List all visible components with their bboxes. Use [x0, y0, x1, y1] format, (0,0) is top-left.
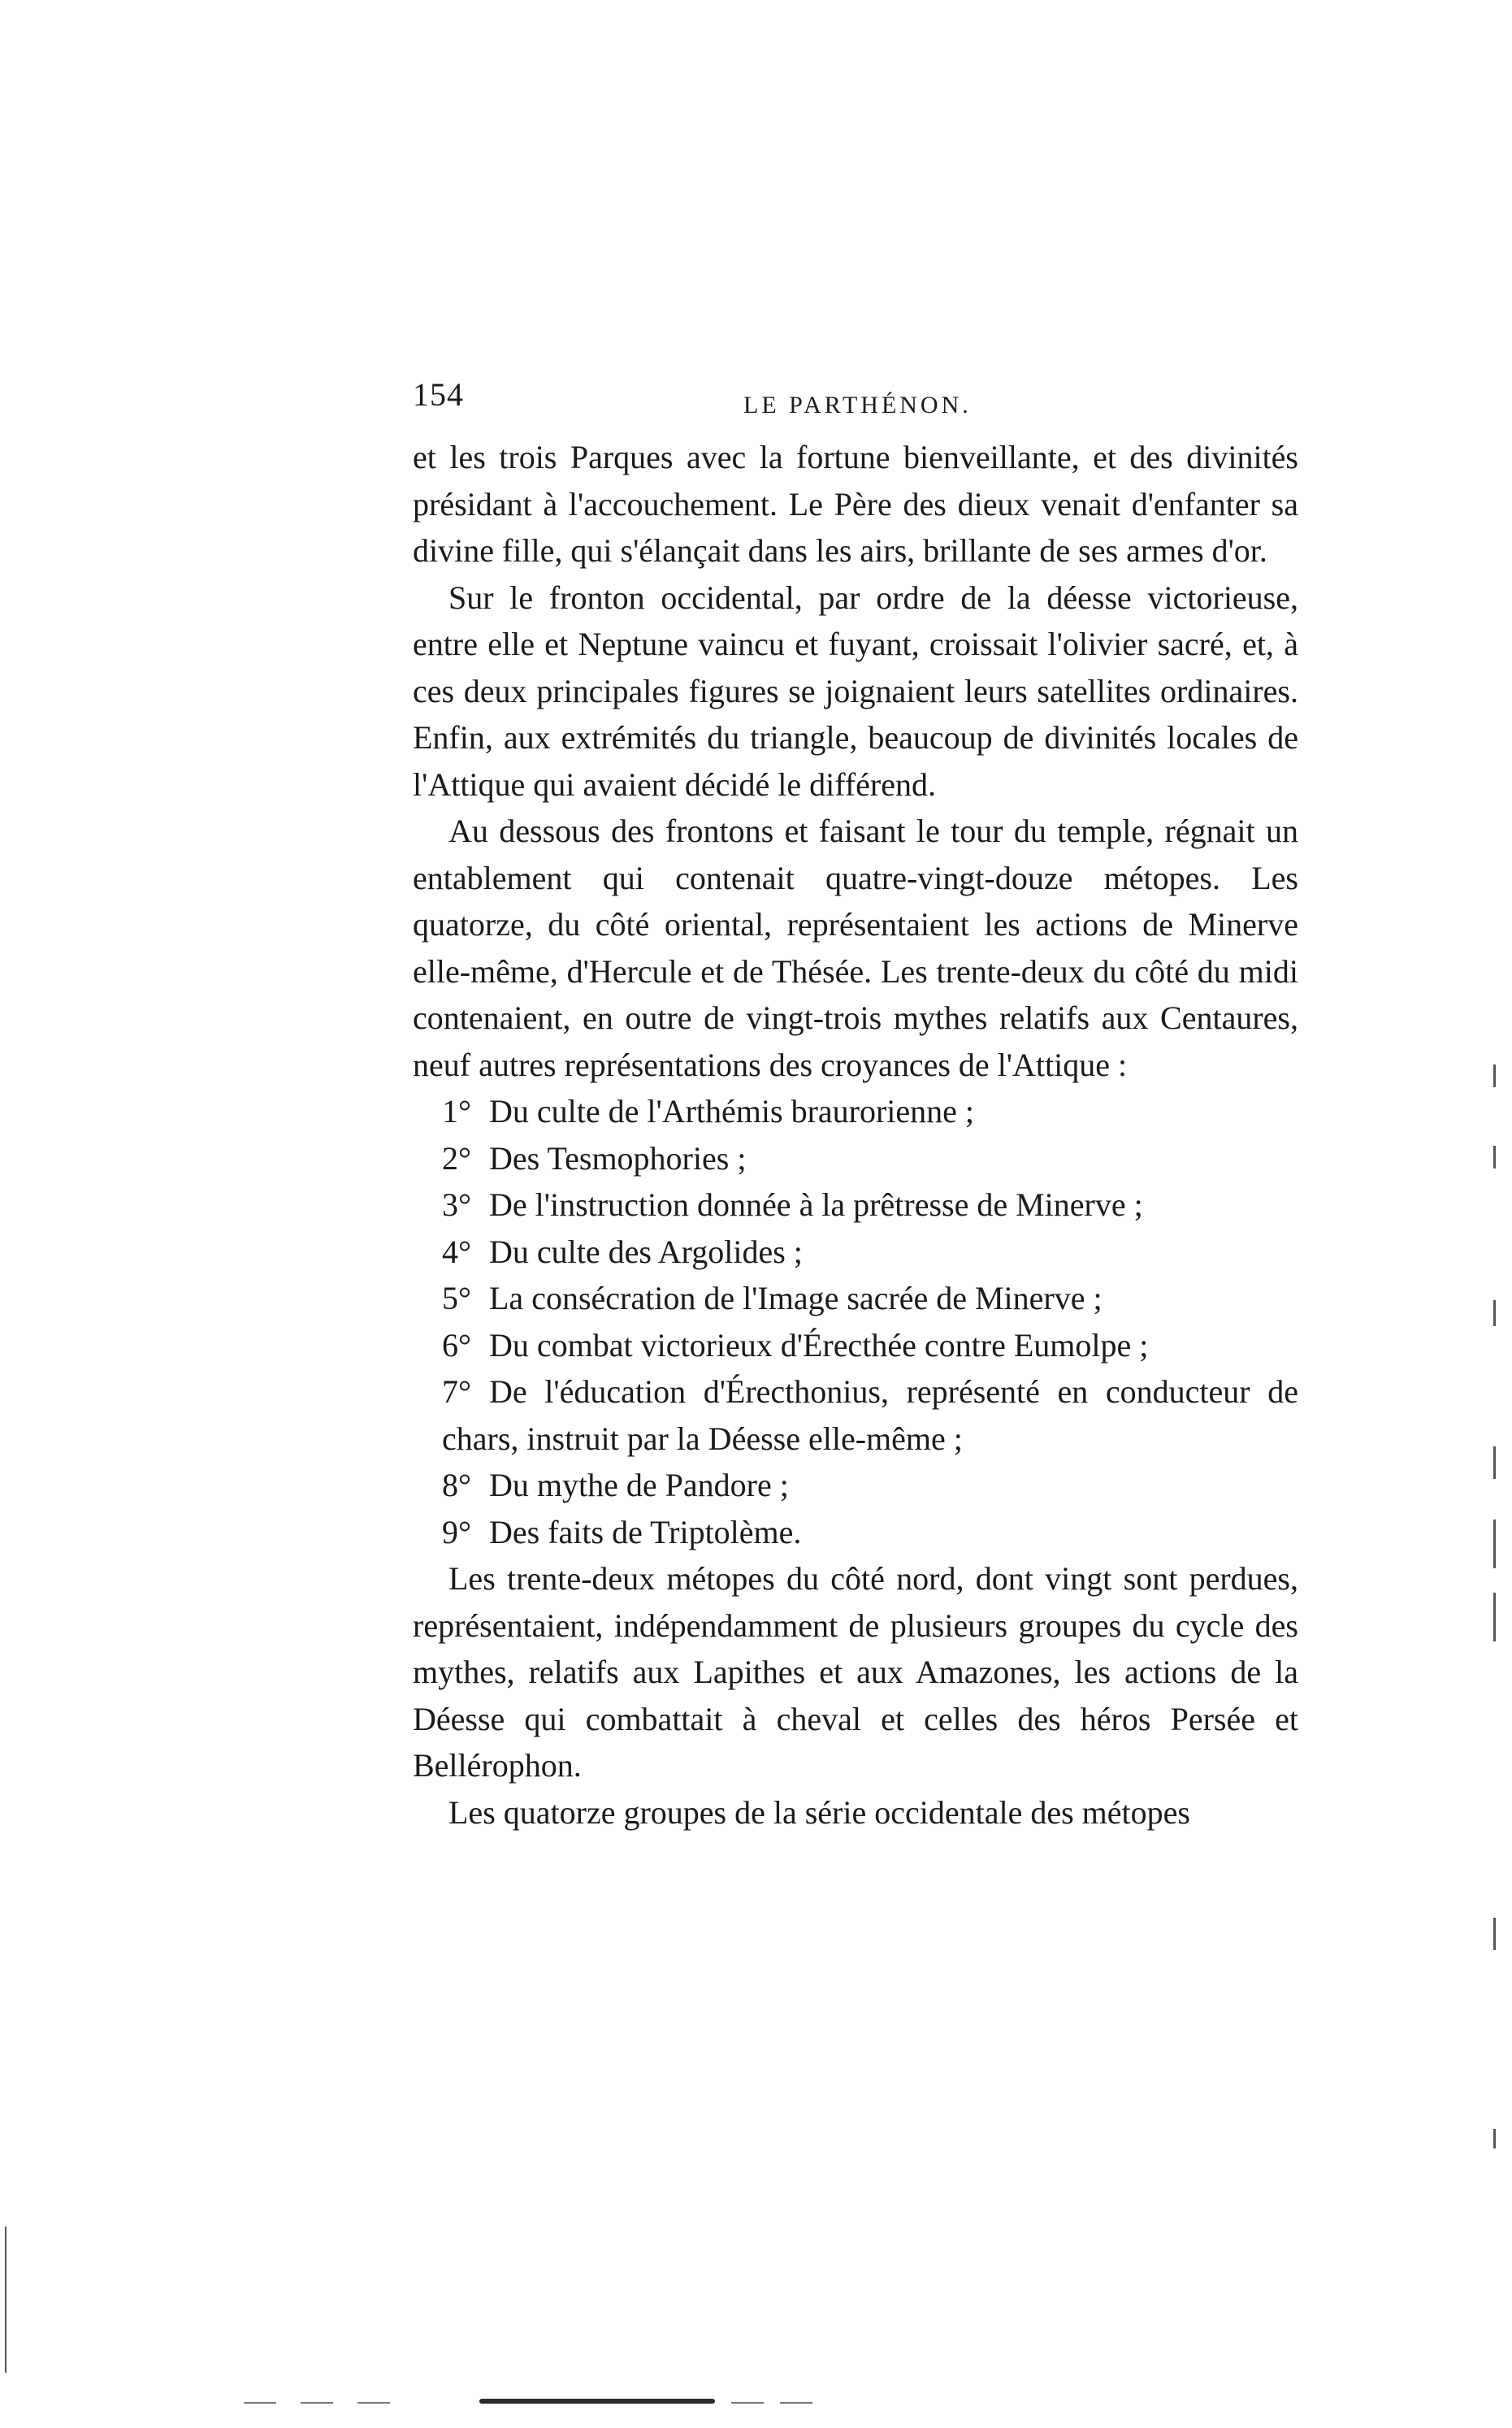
- list-marker: 3°: [442, 1186, 471, 1223]
- scan-bottom-rule: [479, 2399, 715, 2404]
- scan-margin-mark: [1493, 1146, 1496, 1168]
- list-text: De l'instruction donnée à la prêtresse de Minerve ;: [489, 1186, 1143, 1223]
- list-item: [413, 1322, 1298, 1369]
- scan-margin-mark: [1493, 1300, 1496, 1326]
- paragraph-1: et les trois Parques avec la fortune bienveillante, et des divinités présidant à l'accouchement. Le Père des dieux venait d'enfanter sa divine fille, qui s'élançait dans les airs, brillante de ses armes d'or.: [413, 439, 1298, 569]
- paragraph-5: Les quatorze groupes de la série occidentale des métopes: [448, 1793, 1190, 1831]
- scan-margin-mark: [1493, 1520, 1496, 1568]
- list-item: [413, 1275, 1298, 1322]
- paragraph-3: Au dessous des frontons et faisant le tour du temple, régnait un entablement qui contenait quatre-vingt-douze métopes. Les quatorze, du côté oriental, représentaient les actions de Minerve elle-même, d'Hercule et de Thésée. Les trente-deux du côté du midi contenaient, en outre de vingt-trois mythes relatifs aux Centaures, neuf autres représentations des croyances de l'Attique :: [413, 813, 1298, 1083]
- body-text: [413, 434, 1298, 1836]
- list-marker: 4°: [442, 1233, 471, 1270]
- list-marker: 8°: [442, 1467, 471, 1503]
- list-text: Du mythe de Pandore ;: [489, 1467, 789, 1503]
- scan-margin-mark: [1493, 1064, 1496, 1087]
- scan-margin-mark: [1493, 1593, 1496, 1641]
- list-marker: 7°: [442, 1373, 471, 1410]
- scan-margin-mark: [1493, 1446, 1496, 1479]
- list-marker: 5°: [442, 1280, 471, 1316]
- list-marker: 1°: [442, 1093, 471, 1129]
- scan-bottom-dash: [244, 2402, 276, 2404]
- list-text: De l'éducation d'Érecthonius, représenté en conducteur de chars, instruit par la Déesse elle-même ;: [442, 1373, 1298, 1457]
- list-item: [413, 1368, 1298, 1462]
- scan-bottom-dash: [731, 2402, 764, 2404]
- list-item: [413, 1229, 1298, 1276]
- list-text: Du culte des Argolides ;: [489, 1233, 803, 1270]
- scan-margin-mark: [1493, 2129, 1496, 2148]
- list-item: [413, 1509, 1298, 1556]
- list-item: [413, 1462, 1298, 1509]
- list-item: [413, 1088, 1298, 1135]
- paragraph-2: Sur le fronton occidental, par ordre de la déesse victorieuse, entre elle et Neptune vaincu et fuyant, croissait l'olivier sacré, et, à ces deux principales figures se joignaient leurs satellites ordinaires. Enfin, aux extrémités du triangle, beaucoup de divinités locales de l'Attique qui avaient décidé le différend.: [413, 579, 1298, 803]
- list-item: [413, 1135, 1298, 1182]
- list-text: Du culte de l'Arthémis braurorienne ;: [489, 1093, 975, 1129]
- page-number: 154: [413, 376, 464, 413]
- list-text: La consécration de l'Image sacrée de Minerve ;: [489, 1280, 1103, 1316]
- scan-margin-mark: [1493, 1918, 1496, 1950]
- scan-bottom-dash: [357, 2402, 390, 2404]
- list-text: Des faits de Triptolème.: [489, 1513, 802, 1550]
- scan-bottom-dash: [301, 2402, 333, 2404]
- scan-bottom-dash: [780, 2402, 812, 2404]
- paragraph-4: Les trente-deux métopes du côté nord, dont vingt sont perdues, représentaient, indépendamment de plusieurs groupes du cycle des mythes, relatifs aux Lapithes et aux Amazones, les actions de la Déesse qui combattait à cheval et celles des héros Persée et Bellérophon.: [413, 1560, 1298, 1784]
- list-marker: 2°: [442, 1139, 471, 1177]
- list-marker: 6°: [442, 1326, 471, 1364]
- scan-margin-mark: [5, 2226, 6, 2373]
- list-text: Du combat victorieux d'Érecthée contre Eumolpe ;: [489, 1326, 1149, 1364]
- running-title: LE PARTHÉNON.: [743, 392, 972, 418]
- list-text: Des Tesmophories ;: [489, 1139, 747, 1177]
- list-marker: 9°: [442, 1513, 471, 1550]
- list-item: [413, 1181, 1298, 1229]
- metope-list: [413, 1088, 1298, 1555]
